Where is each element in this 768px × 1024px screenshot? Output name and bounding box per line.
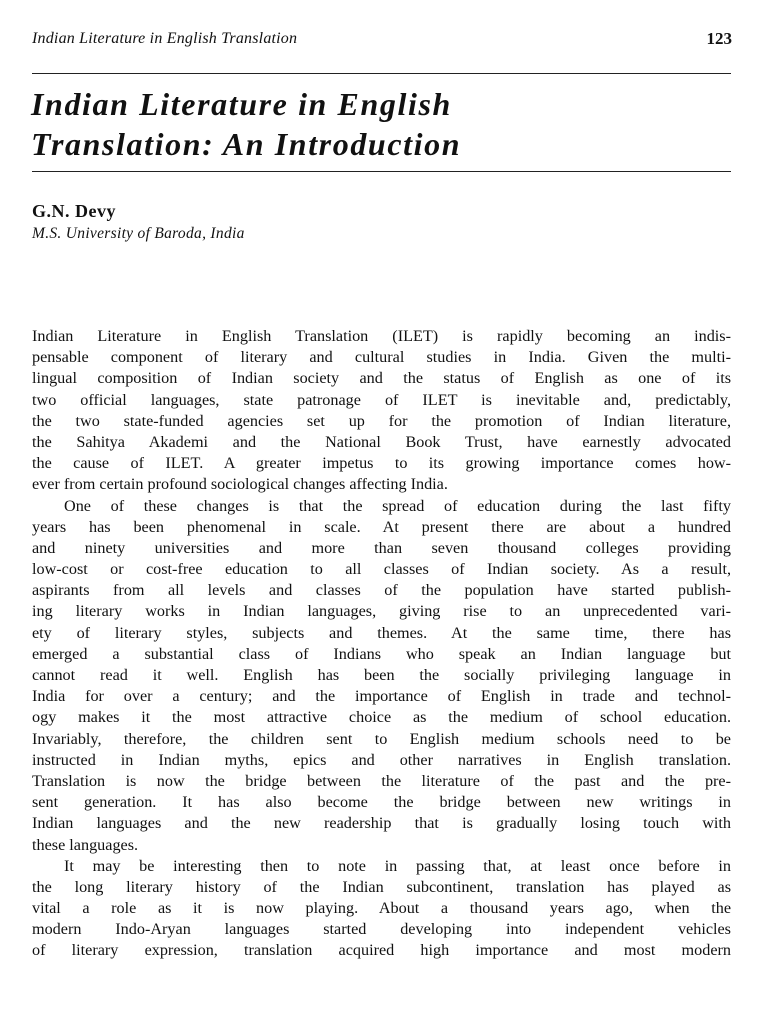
- body-line: Indian languages and the new readership that is gradually losing touch with: [32, 814, 731, 833]
- body-line: sent generation. It has also become the bridge between new writings in: [32, 793, 731, 812]
- body-line: It may be interesting then to note in passing that, at least once before in: [64, 856, 731, 875]
- body-line: these languages.: [32, 835, 139, 854]
- body-line: ever from certain profound sociological changes affecting India.: [32, 475, 448, 494]
- body-line: the two state-funded agencies set up for the promotion of Indian literature,: [32, 411, 731, 430]
- body-line: Indian Literature in English Translation (ILET) is rapidly becoming an indis-: [32, 327, 731, 345]
- body-line: instructed in Indian myths, epics and other narratives in English translation.: [32, 750, 731, 769]
- body-line: cannot read it well. English has been the socially privileging language in: [32, 666, 731, 684]
- body-line: lingual composition of Indian society and the status of English as one of its: [32, 369, 731, 388]
- body-line: Translation is now the bridge between the literature of the past and the pre-: [32, 771, 731, 790]
- title-rule-top: [32, 73, 731, 74]
- page-number: 123: [706, 29, 732, 48]
- article-title: [31, 84, 741, 164]
- body-line: the Sahitya Akademi and the National Book Trust, have earnestly advocated: [32, 432, 731, 451]
- body-line: low-cost or cost-free education to all classes of Indian society. As a result,: [32, 560, 731, 579]
- body-line: years has been phenomenal in scale. At present there are about a hundred: [32, 517, 731, 536]
- body-line: aspirants from all levels and classes of the population have started publish-: [32, 581, 731, 600]
- body-line: of literary expression, translation acquired high importance and most modern: [32, 941, 731, 960]
- author-affiliation: M.S. University of Baroda, India: [32, 225, 245, 242]
- body-line: vital a role as it is now playing. About a thousand years ago, when the: [32, 899, 731, 918]
- body-line: the long literary history of the Indian subcontinent, translation has played as: [32, 877, 731, 896]
- body-line: ing literary works in Indian languages, giving rise to an unprecedented vari-: [32, 602, 731, 621]
- body-line: India for over a century; and the importance of English in trade and technol-: [32, 687, 731, 706]
- body-line: ogy makes it the most attractive choice as the medium of school education.: [32, 708, 731, 727]
- author-name: G.N. Devy: [32, 201, 116, 221]
- title-rule-bottom: [32, 171, 731, 172]
- article-title-line-1: Indian Literature in English: [31, 86, 452, 122]
- running-header: [32, 30, 732, 52]
- body-line: the cause of ILET. A greater impetus to its growing importance comes how-: [32, 454, 731, 473]
- running-title: Indian Literature in English Translation: [32, 30, 298, 47]
- body-line: modern Indo-Aryan languages started developing into independent vehicles: [32, 920, 731, 939]
- body-line: pensable component of literary and cultural studies in India. Given the multi-: [32, 348, 731, 367]
- article-title-line-2: Translation: An Introduction: [31, 126, 462, 162]
- body-line: two official languages, state patronage of ILET is inevitable and, predictably,: [32, 390, 731, 409]
- body-line: Invariably, therefore, the children sent to English medium schools need to be: [32, 729, 731, 748]
- body-text: [32, 326, 731, 962]
- body-line: ety of literary styles, subjects and themes. At the same time, there has: [32, 623, 731, 642]
- body-line: emerged a substantial class of Indians who speak an Indian language but: [32, 644, 731, 663]
- body-line: and ninety universities and more than seven thousand colleges providing: [32, 538, 731, 557]
- body-line: One of these changes is that the spread of education during the last fifty: [64, 496, 731, 515]
